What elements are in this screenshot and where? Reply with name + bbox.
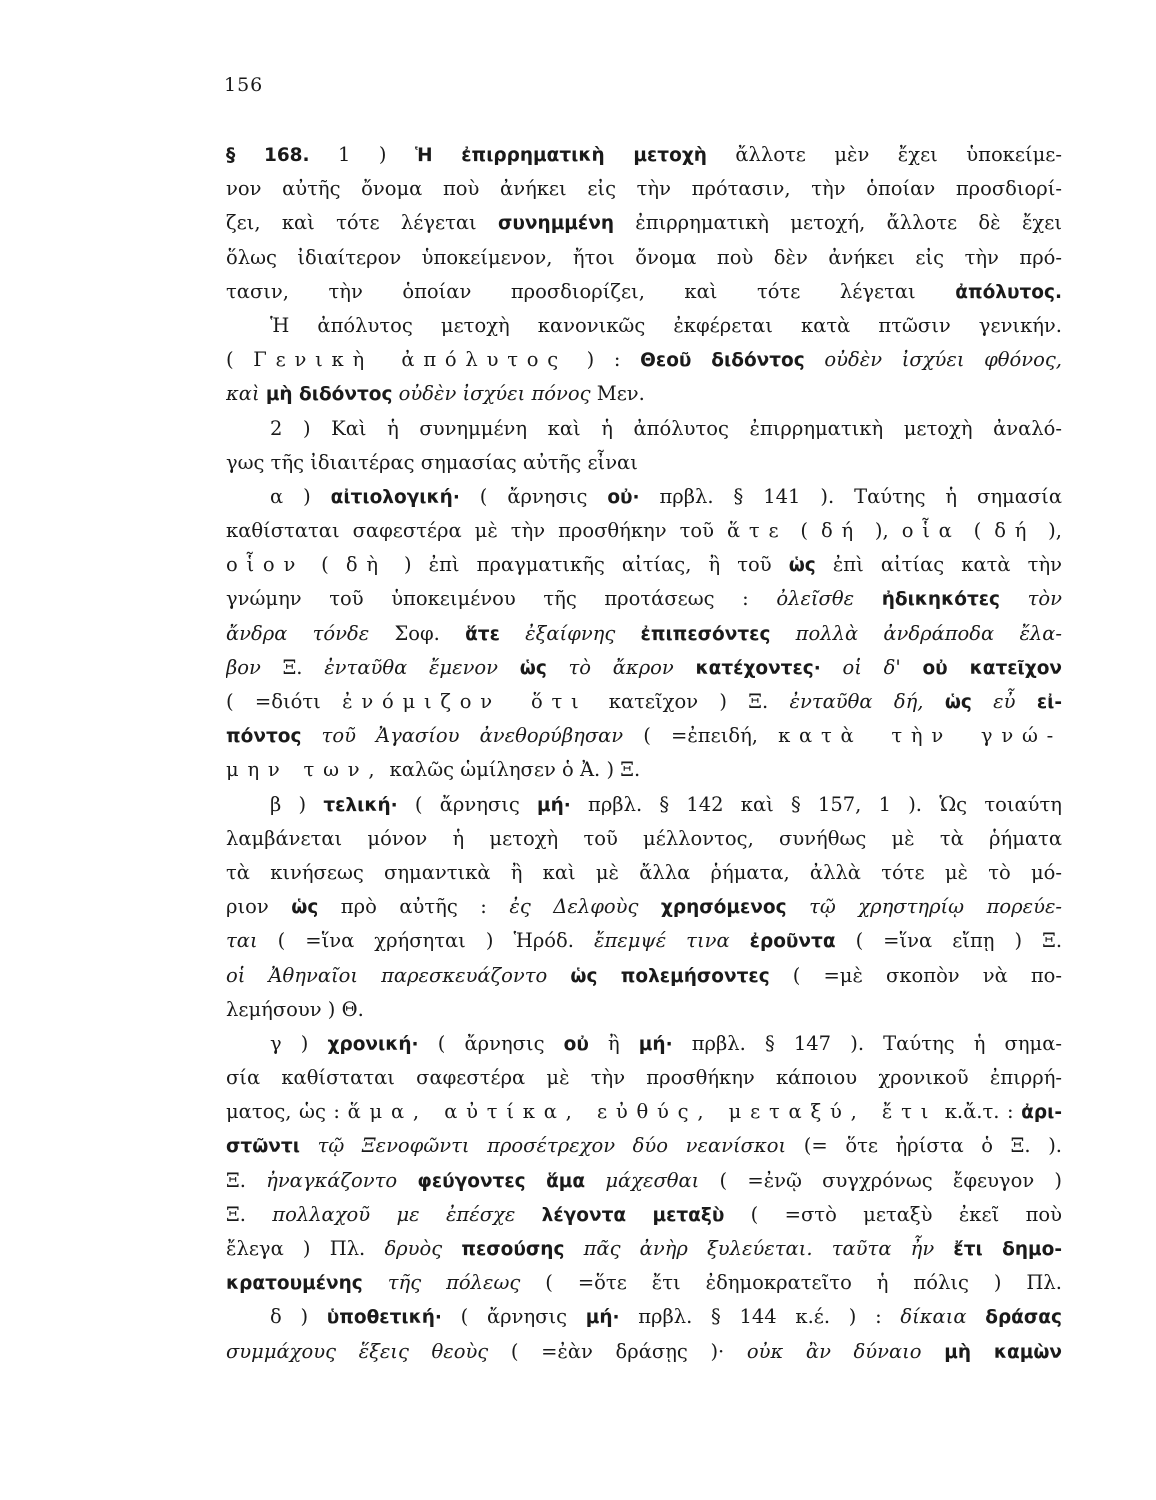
text-run: (= ὅτε ἠρίστα ὁ Ξ. ). — [786, 1134, 1062, 1158]
text-run — [615, 622, 640, 645]
text-run: ( =διότι — [226, 690, 343, 713]
bold-term: τελική· — [323, 794, 398, 816]
bold-term: ὡς πολεμήσοντες — [570, 965, 770, 987]
text-run — [1016, 690, 1037, 713]
text-run: δ ) — [270, 1305, 327, 1329]
text-line — [226, 582, 1062, 616]
bold-term: ἅτε — [465, 623, 500, 645]
text-run — [500, 622, 525, 645]
text-line — [226, 412, 1062, 446]
spaced-term: δὴ — [345, 553, 387, 577]
text-line — [226, 617, 1062, 651]
bold-term: λέγοντα — [541, 1204, 627, 1226]
spaced-term: ἐνόμιζον ὅτι — [342, 690, 588, 713]
text-line — [226, 206, 1062, 240]
text-line — [226, 343, 1062, 377]
bold-term: στῶντι — [226, 1136, 300, 1158]
italic-quote: οἱ Ἀθηναῖοι παρεσκευάζοντο — [226, 963, 548, 987]
bold-term: οὐ κατεῖχον — [922, 657, 1062, 679]
bold-term: ὡς — [519, 657, 547, 679]
text-run: λεμήσουν ) Θ. — [226, 997, 364, 1021]
italic-quote: ἐς Δελφοὺς — [509, 895, 639, 919]
italic-quote: τοῦ Ἀγασίου ἀνεθορύβησαν — [321, 724, 624, 748]
text-run: ( =μὲ σκοπὸν νὰ πο- — [769, 963, 1062, 987]
text-run: ( — [304, 553, 346, 577]
text-line — [226, 1129, 1062, 1163]
text-run: ( =ἐπειδή, — [623, 724, 779, 748]
text-run: ( — [226, 348, 254, 372]
bold-term: ἀρι- — [1021, 1102, 1062, 1124]
text-run: ( =ὅτε ἔτι ἐδημοκρατεῖτο ἡ πόλις ) Πλ. — [520, 1271, 1062, 1295]
spaced-term: Γενικὴ ἀπόλυτος — [253, 348, 567, 372]
text-run — [972, 690, 993, 713]
text-run — [805, 348, 825, 371]
text-run — [854, 587, 882, 610]
spaced-term: μην των, — [226, 758, 384, 782]
spaced-term: ἅτε — [726, 519, 788, 543]
text-run: ), — [1035, 519, 1062, 543]
text-run — [442, 1237, 461, 1260]
text-line — [226, 241, 1062, 275]
text-run: Ξ. — [260, 655, 325, 679]
text-run: ματος, ὡς : — [226, 1100, 348, 1124]
italic-quote: οὐδὲν ἰσχύει φθόνος, — [824, 348, 1062, 372]
text-run — [821, 656, 843, 679]
italic-quote: τῷ χρηστηρίῳ πορεύε- — [809, 895, 1062, 919]
bold-term: μή· — [638, 1033, 673, 1055]
italic-quote: τῆς πόλεως — [387, 1271, 521, 1295]
text-run: σία καθίσταται σαφεστέρα μὲ τὴν προσθήκην κάποιου χρονικοῦ ἐπιρρή- — [226, 1066, 1062, 1090]
text-run: ( — [960, 519, 995, 543]
text-run — [787, 895, 810, 918]
text-run — [922, 1340, 945, 1363]
text-line — [226, 1335, 1062, 1369]
bold-term: § 168. — [226, 145, 310, 166]
text-line — [226, 1027, 1062, 1061]
text-line — [226, 1095, 1062, 1129]
text-run — [300, 1134, 318, 1157]
text-line — [226, 138, 1062, 172]
text-line — [226, 651, 1062, 685]
text-run: Μεν. — [590, 382, 645, 406]
text-run — [397, 1169, 417, 1192]
italic-quote: τῷ Ξενοφῶντι προσέτρεχον δύο νεανίσκοι — [317, 1134, 787, 1158]
text-line — [226, 1266, 1062, 1300]
text-run: β ) — [270, 792, 324, 816]
text-run — [934, 1237, 953, 1260]
text-run: Ξ. — [226, 1202, 273, 1226]
text-run: πρβλ. § 144 κ.έ. ) : — [619, 1305, 901, 1329]
text-run: 1 ) — [309, 143, 415, 166]
bold-term: μή· — [537, 794, 571, 816]
bold-term: ὡς — [788, 555, 816, 577]
bold-term: εἰ- — [1036, 692, 1062, 713]
italic-quote: οὐκ ἂν δύναιο — [746, 1339, 922, 1363]
text-run — [564, 1237, 583, 1260]
italic-quote: πολλαχοῦ με ἐπέσχε — [272, 1202, 516, 1226]
spaced-term: ἅμα, αὐτίκα, εὐθύς, μεταξύ, ἔτι — [347, 1100, 938, 1124]
text-line — [226, 719, 1062, 753]
bold-term: πεσούσης — [461, 1239, 565, 1260]
text-run — [1000, 587, 1028, 610]
section-168-text — [226, 138, 1062, 1369]
italic-quote: ἐνταῦθα δή, — [789, 690, 924, 713]
bold-term: οὐ — [563, 1033, 589, 1055]
bold-term: ἠδικηκότες — [881, 589, 1001, 611]
text-run: 2 ) Καὶ ἡ συνημμένη καὶ ἡ ἀπόλυτος ἐπιρρηματικὴ μετοχὴ ἀναλό- — [270, 416, 1062, 440]
text-run: ἔλεγα ) Πλ. — [226, 1237, 385, 1260]
text-run: Ξ. — [226, 1168, 267, 1192]
text-line — [226, 993, 1062, 1027]
text-line — [226, 890, 1062, 924]
text-run: νον αὐτῆς ὄνομα ποὺ ἀνήκει εἰς τὴν πρότασιν, τὴν ὁποίαν προσδιορί- — [226, 177, 1062, 201]
text-run — [967, 1305, 986, 1328]
italic-quote: καὶ — [226, 382, 266, 406]
italic-quote: δίκαια — [900, 1305, 967, 1329]
text-line — [226, 856, 1062, 890]
text-line — [226, 480, 1062, 514]
page-number: 156 — [224, 74, 264, 96]
bold-term: οὐ· — [607, 486, 640, 508]
text-line — [226, 788, 1062, 822]
text-run — [770, 622, 795, 645]
text-run: γ ) — [270, 1031, 328, 1055]
italic-quote: ται — [226, 929, 258, 953]
text-run: ἄλλοτε μὲν ἔχει ὑποκείμε- — [706, 143, 1062, 166]
bold-term: δράσας — [985, 1307, 1062, 1329]
italic-quote: εὖ — [993, 690, 1016, 713]
text-run: ( ἄρνησις — [397, 792, 537, 816]
italic-quote: συμμάχους ἕξεις θεοὺς — [226, 1339, 489, 1363]
italic-quote: ἐνταῦθα ἔμενον — [324, 655, 499, 679]
italic-quote: ἄνδρα τόνδε — [226, 621, 370, 645]
bold-term: ὡς — [944, 692, 972, 713]
text-line — [226, 275, 1062, 309]
bold-term: φεύγοντες ἅμα — [417, 1170, 586, 1192]
text-run — [674, 656, 696, 679]
text-run: ( =ἐὰν δράσῃς )· — [488, 1339, 747, 1363]
text-line — [226, 1061, 1062, 1095]
bold-term: μὴ καμὼν — [944, 1341, 1062, 1363]
text-run: τὰ κινήσεως σημαντικὰ ἢ καὶ μὲ ἄλλα ῥήματα, ἀλλὰ τότε μὲ τὸ μό- — [226, 860, 1062, 884]
text-run: ἢ — [588, 1031, 639, 1055]
text-run: καθίσταται σαφεστέρα μὲ τὴν προσθήκην τοῦ — [226, 519, 727, 543]
text-run: Ἡ ἀπόλυτος μετοχὴ κανονικῶς ἐκφέρεται κατὰ πτῶσιν γενικήν. — [270, 313, 1062, 337]
bold-term: ἔτι δημο- — [953, 1239, 1062, 1260]
text-run: ( =στὸ μεταξὺ ἐκεῖ ποὺ — [724, 1202, 1062, 1226]
text-run: πρβλ. § 142 καὶ § 157, 1 ). Ὡς τοιαύτη — [570, 792, 1062, 816]
italic-quote: τὸ ἄκρον — [568, 655, 674, 679]
italic-quote: τὸν — [1027, 587, 1062, 611]
text-run: ἐπὶ αἰτίας κατὰ τὴν — [815, 553, 1062, 577]
text-run: ριον — [226, 895, 292, 919]
italic-quote: βον — [226, 655, 261, 679]
text-run: γνώμην τοῦ ὑποκειμένου τῆς προτάσεως : — [226, 587, 777, 611]
bold-term: χρονική· — [327, 1033, 419, 1055]
text-run: καλῶς ὡμίλησεν ὁ Ἀ. ) Ξ. — [383, 758, 641, 782]
text-line — [226, 548, 1062, 582]
text-run: ὅλως ἰδιαίτερον ὑποκείμενον, ἤτοι ὄνομα ποὺ δὲν ἀνήκει εἰς τὴν πρό- — [226, 245, 1062, 269]
text-run — [638, 895, 661, 918]
italic-quote: ἔπεμψέ τινα — [593, 929, 730, 953]
text-line — [226, 1232, 1062, 1266]
text-run: α ) — [270, 484, 331, 508]
text-run: Σοφ. — [369, 621, 466, 645]
bold-term: κατέχοντες· — [695, 657, 821, 679]
spaced-term: οἷα — [901, 519, 961, 543]
bold-term: μὴ διδόντος — [265, 384, 393, 406]
text-run — [547, 964, 570, 987]
bold-term: ἐροῦντα — [749, 931, 836, 953]
text-run — [901, 656, 923, 679]
italic-quote: πᾶς ἀνὴρ ξυλεύεται. ταῦτα ἦν — [583, 1237, 935, 1260]
text-line — [226, 924, 1062, 958]
text-run: ( — [787, 519, 821, 543]
text-line — [226, 377, 1062, 411]
text-run: ( =ἵνα εἴπῃ ) Ξ. — [835, 929, 1062, 953]
text-line — [226, 685, 1062, 719]
bold-term: συνημμένη — [498, 213, 614, 235]
spaced-term: οἷον — [226, 553, 305, 577]
text-run — [498, 656, 520, 679]
spaced-term: κατὰ τὴν γνώ- — [778, 724, 1062, 748]
text-run: γως τῆς ἰδιαιτέρας σημασίας αὐτῆς εἶναι — [226, 450, 638, 474]
bold-term: ὑποθετική· — [326, 1307, 442, 1329]
text-run: ( ἄρνησις — [459, 484, 608, 508]
text-run: ), — [861, 519, 902, 543]
text-run — [547, 656, 569, 679]
text-run — [585, 1169, 605, 1192]
bold-term: ὡς — [291, 897, 319, 919]
text-line — [226, 446, 1062, 480]
text-run — [363, 1271, 388, 1294]
text-line — [226, 1198, 1062, 1232]
italic-quote: ὀλεῖσθε — [776, 587, 855, 611]
text-run: ) ἐπὶ πραγματικῆς αἰτίας, ἢ τοῦ — [386, 553, 789, 577]
text-line — [226, 514, 1062, 548]
text-run: πρβλ. § 141 ). Ταύτης ἡ σημασία — [639, 484, 1062, 508]
text-run: πρβλ. § 147 ). Ταύτης ἡ σημα- — [672, 1031, 1062, 1055]
spaced-term: δή — [994, 519, 1036, 543]
italic-quote: μάχεσθαι — [605, 1168, 700, 1192]
text-line — [226, 172, 1062, 206]
bold-term: Θεοῦ διδόντος — [640, 350, 805, 372]
text-run — [626, 1203, 652, 1226]
italic-quote: οὐδὲν ἰσχύει πόνος — [398, 382, 591, 406]
text-run — [924, 690, 945, 713]
italic-quote: οἱ δ' — [842, 655, 901, 679]
text-run — [301, 724, 321, 747]
spaced-term: δή — [820, 519, 862, 543]
bold-term: Ἡ ἐπιρρηματικὴ μετοχὴ — [414, 145, 707, 166]
italic-quote: πολλὰ ἀνδράποδα ἔλα- — [795, 621, 1062, 645]
text-run — [730, 929, 750, 952]
text-line — [226, 1300, 1062, 1334]
text-run: κ.ἄ.τ. : — [937, 1100, 1022, 1124]
text-run: ( =ἵνα χρήσηται ) Ἡρόδ. — [257, 929, 594, 953]
italic-quote: ἐξαίφνης — [525, 621, 616, 645]
bold-term: κρατουμένης — [226, 1273, 363, 1295]
bold-term: μή· — [585, 1307, 620, 1329]
text-run: ) : — [566, 348, 641, 372]
text-run: ζει, καὶ τότε λέγεται — [226, 211, 499, 235]
bold-term: ἀπόλυτος. — [955, 281, 1062, 303]
bold-term: μεταξὺ — [652, 1204, 725, 1226]
text-line — [226, 753, 1062, 787]
bold-term: χρησόμενος — [660, 897, 787, 919]
text-line — [226, 959, 1062, 993]
text-run: τασιν, τὴν ὁποίαν προσδιορίζει, καὶ τότε λέγεται — [226, 279, 956, 303]
italic-quote: ἠναγκάζοντο — [266, 1168, 398, 1192]
italic-quote: δρυὸς — [384, 1237, 443, 1260]
text-run: κατεῖχον ) Ξ. — [587, 690, 790, 713]
text-run — [515, 1203, 541, 1226]
text-run: λαμβάνεται μόνον ἡ μετοχὴ τοῦ μέλλοντος, συνήθως μὲ τὰ ῥήματα — [226, 826, 1062, 850]
text-run: ( =ἐνῷ συγχρόνως ἔφευγον ) — [699, 1168, 1062, 1192]
text-run: πρὸ αὐτῆς : — [318, 895, 510, 919]
bold-term: πόντος — [226, 726, 302, 748]
text-run: ( ἄρνησις — [441, 1305, 586, 1329]
text-run: ἐπιρρηματικὴ μετοχή, ἄλλοτε δὲ ἔχει — [613, 211, 1062, 235]
text-line — [226, 1164, 1062, 1198]
bold-term: αἰτιολογική· — [330, 486, 460, 508]
text-run: ( ἄρνησις — [418, 1031, 564, 1055]
text-line — [226, 822, 1062, 856]
bold-term: ἐπιπεσόντες — [640, 623, 771, 645]
text-line — [226, 309, 1062, 343]
